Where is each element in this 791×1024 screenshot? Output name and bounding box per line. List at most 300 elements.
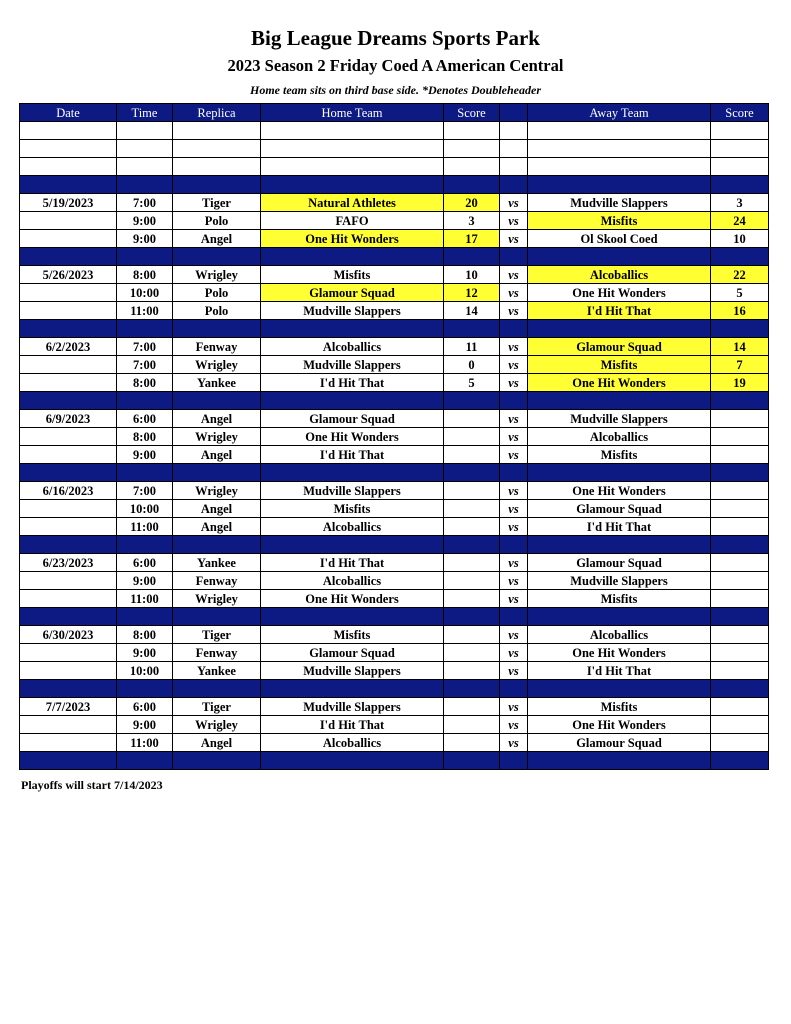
home-team: One Hit Wonders [261,590,444,608]
away-team: Misfits [528,698,711,716]
away-score [711,626,769,644]
column-header-replica: Replica [173,104,261,122]
home-score: 3 [444,212,500,230]
separator-cell [20,392,117,410]
home-team: Glamour Squad [261,284,444,302]
separator-cell [500,752,528,770]
game-replica: Wrigley [173,356,261,374]
game-row [20,302,769,320]
away-team: Glamour Squad [528,338,711,356]
home-team: Mudville Slappers [261,698,444,716]
separator-cell [117,680,173,698]
away-score [711,644,769,662]
away-score [711,662,769,680]
game-row [20,284,769,302]
blank-cell [500,158,528,176]
home-team: One Hit Wonders [261,428,444,446]
separator-cell [20,248,117,266]
separator-cell [261,320,444,338]
away-team: Mudville Slappers [528,572,711,590]
game-replica: Tiger [173,194,261,212]
blank-cell [261,122,444,140]
game-date [20,284,117,302]
game-row [20,716,769,734]
blank-cell [500,140,528,158]
separator-cell [444,176,500,194]
game-date: 6/2/2023 [20,338,117,356]
home-score [444,500,500,518]
separator-cell [528,392,711,410]
away-team: Alcoballics [528,266,711,284]
home-team: Alcoballics [261,734,444,752]
game-date [20,374,117,392]
away-team: One Hit Wonders [528,284,711,302]
away-team: I'd Hit That [528,518,711,536]
home-score [444,662,500,680]
separator-cell [173,680,261,698]
separator-cell [261,752,444,770]
home-score: 14 [444,302,500,320]
vs-label: vs [500,662,528,680]
home-team: Mudville Slappers [261,662,444,680]
blank-cell [528,122,711,140]
home-team: Mudville Slappers [261,356,444,374]
home-team: I'd Hit That [261,446,444,464]
game-time: 9:00 [117,446,173,464]
separator-cell [173,320,261,338]
game-replica: Tiger [173,698,261,716]
game-date [20,230,117,248]
separator-cell [500,608,528,626]
home-score [444,590,500,608]
column-header-home-score: Score [444,104,500,122]
game-replica: Wrigley [173,716,261,734]
game-time: 8:00 [117,428,173,446]
away-score [711,482,769,500]
game-date [20,428,117,446]
away-score [711,500,769,518]
game-date: 6/9/2023 [20,410,117,428]
game-row [20,356,769,374]
game-replica: Tiger [173,626,261,644]
game-row [20,626,769,644]
game-date [20,446,117,464]
home-score: 0 [444,356,500,374]
separator-cell [444,320,500,338]
blank-cell [117,158,173,176]
separator-cell [117,464,173,482]
game-row [20,374,769,392]
home-team: Mudville Slappers [261,302,444,320]
away-team: Misfits [528,356,711,374]
game-row [20,212,769,230]
home-score [444,446,500,464]
vs-label: vs [500,212,528,230]
home-score [444,626,500,644]
away-score [711,698,769,716]
away-score: 22 [711,266,769,284]
week-separator [20,752,769,770]
game-row [20,734,769,752]
game-replica: Wrigley [173,428,261,446]
home-team: I'd Hit That [261,374,444,392]
week-separator [20,392,769,410]
vs-label: vs [500,410,528,428]
home-score [444,734,500,752]
home-score: 5 [444,374,500,392]
separator-cell [261,536,444,554]
away-team: Misfits [528,212,711,230]
game-replica: Yankee [173,662,261,680]
game-replica: Fenway [173,572,261,590]
separator-cell [500,320,528,338]
game-replica: Wrigley [173,266,261,284]
separator-cell [711,536,769,554]
game-date [20,500,117,518]
separator-cell [173,464,261,482]
schedule-table [19,103,769,770]
game-date: 6/30/2023 [20,626,117,644]
separator-cell [444,248,500,266]
away-team: Alcoballics [528,626,711,644]
game-replica: Angel [173,446,261,464]
blank-cell [444,158,500,176]
game-date [20,518,117,536]
game-time: 8:00 [117,266,173,284]
separator-cell [444,608,500,626]
separator-cell [173,392,261,410]
blank-row [20,122,769,140]
vs-label: vs [500,302,528,320]
game-row [20,590,769,608]
blank-cell [117,122,173,140]
home-team: One Hit Wonders [261,230,444,248]
game-date [20,734,117,752]
separator-cell [173,536,261,554]
blank-cell [444,122,500,140]
game-row [20,230,769,248]
separator-cell [20,680,117,698]
home-team: FAFO [261,212,444,230]
game-date: 6/23/2023 [20,554,117,572]
game-replica: Angel [173,518,261,536]
away-score [711,734,769,752]
away-team: Misfits [528,590,711,608]
game-row [20,482,769,500]
game-replica: Polo [173,212,261,230]
blank-cell [261,158,444,176]
vs-label: vs [500,446,528,464]
away-team: Alcoballics [528,428,711,446]
away-team: I'd Hit That [528,662,711,680]
week-separator [20,176,769,194]
separator-cell [500,176,528,194]
separator-cell [528,176,711,194]
blank-cell [173,158,261,176]
blank-cell [20,122,117,140]
week-separator [20,680,769,698]
vs-label: vs [500,428,528,446]
away-score [711,428,769,446]
away-score: 14 [711,338,769,356]
game-replica: Yankee [173,554,261,572]
game-row [20,500,769,518]
blank-cell [173,122,261,140]
game-row [20,518,769,536]
away-team: One Hit Wonders [528,644,711,662]
vs-label: vs [500,590,528,608]
separator-cell [20,608,117,626]
away-team: Misfits [528,446,711,464]
home-team: Glamour Squad [261,410,444,428]
away-score: 24 [711,212,769,230]
separator-cell [117,392,173,410]
page-note: Home team sits on third base side. *Denotes Doubleheader [250,83,541,97]
separator-cell [528,320,711,338]
game-date [20,644,117,662]
vs-label: vs [500,644,528,662]
column-header-home-team: Home Team [261,104,444,122]
blank-cell [711,140,769,158]
separator-cell [711,248,769,266]
separator-cell [117,320,173,338]
away-team: Glamour Squad [528,500,711,518]
home-team: Natural Athletes [261,194,444,212]
home-score: 10 [444,266,500,284]
vs-label: vs [500,554,528,572]
vs-label: vs [500,284,528,302]
column-header-away-score: Score [711,104,769,122]
game-time: 9:00 [117,230,173,248]
away-team: One Hit Wonders [528,374,711,392]
blank-cell [711,158,769,176]
blank-row [20,158,769,176]
week-separator [20,536,769,554]
game-date: 6/16/2023 [20,482,117,500]
separator-cell [117,176,173,194]
separator-cell [117,752,173,770]
vs-label: vs [500,356,528,374]
separator-cell [528,464,711,482]
game-date: 5/19/2023 [20,194,117,212]
vs-label: vs [500,194,528,212]
game-time: 10:00 [117,284,173,302]
separator-cell [20,464,117,482]
home-score: 12 [444,284,500,302]
home-score: 20 [444,194,500,212]
game-date [20,302,117,320]
home-score [444,518,500,536]
game-time: 6:00 [117,410,173,428]
blank-cell [20,158,117,176]
home-team: Misfits [261,266,444,284]
game-time: 7:00 [117,356,173,374]
away-team: Mudville Slappers [528,410,711,428]
vs-label: vs [500,626,528,644]
away-score [711,590,769,608]
separator-cell [711,752,769,770]
vs-label: vs [500,500,528,518]
away-score: 5 [711,284,769,302]
game-date [20,212,117,230]
separator-cell [261,176,444,194]
separator-cell [528,608,711,626]
vs-label: vs [500,230,528,248]
home-team: I'd Hit That [261,716,444,734]
away-team: Glamour Squad [528,554,711,572]
away-team: Glamour Squad [528,734,711,752]
separator-cell [117,536,173,554]
blank-cell [173,140,261,158]
game-date [20,716,117,734]
away-team: One Hit Wonders [528,716,711,734]
separator-cell [711,680,769,698]
separator-cell [444,536,500,554]
home-team: Misfits [261,500,444,518]
away-score [711,518,769,536]
game-time: 10:00 [117,662,173,680]
game-time: 11:00 [117,518,173,536]
game-time: 9:00 [117,212,173,230]
separator-cell [173,608,261,626]
game-date: 5/26/2023 [20,266,117,284]
game-time: 7:00 [117,482,173,500]
vs-label: vs [500,716,528,734]
vs-label: vs [500,482,528,500]
separator-cell [500,680,528,698]
separator-cell [711,608,769,626]
game-time: 7:00 [117,194,173,212]
week-separator [20,320,769,338]
game-row [20,554,769,572]
home-team: Misfits [261,626,444,644]
game-time: 11:00 [117,734,173,752]
table-header-row [20,104,769,122]
blank-cell [444,140,500,158]
game-replica: Fenway [173,644,261,662]
game-date [20,356,117,374]
separator-cell [173,176,261,194]
column-header-away-team: Away Team [528,104,711,122]
game-replica: Polo [173,284,261,302]
home-score [444,716,500,734]
page-title: Big League Dreams Sports Park [251,26,540,50]
game-replica: Yankee [173,374,261,392]
home-score [444,572,500,590]
game-replica: Angel [173,500,261,518]
game-time: 9:00 [117,716,173,734]
game-replica: Angel [173,734,261,752]
away-score: 10 [711,230,769,248]
game-time: 11:00 [117,302,173,320]
game-row [20,338,769,356]
home-team: Alcoballics [261,572,444,590]
away-score [711,572,769,590]
game-replica: Angel [173,410,261,428]
away-team: I'd Hit That [528,302,711,320]
home-score [444,644,500,662]
separator-cell [20,176,117,194]
column-header-vs [500,104,528,122]
separator-cell [117,248,173,266]
separator-cell [261,392,444,410]
game-replica: Polo [173,302,261,320]
separator-cell [711,392,769,410]
home-team: Glamour Squad [261,644,444,662]
away-team: One Hit Wonders [528,482,711,500]
game-time: 7:00 [117,338,173,356]
page-subtitle: 2023 Season 2 Friday Coed A American Central [227,56,564,75]
away-team: Ol Skool Coed [528,230,711,248]
game-replica: Fenway [173,338,261,356]
blank-cell [711,122,769,140]
game-time: 10:00 [117,500,173,518]
game-row [20,572,769,590]
separator-cell [500,464,528,482]
separator-cell [444,464,500,482]
home-team: I'd Hit That [261,554,444,572]
blank-cell [528,140,711,158]
week-separator [20,608,769,626]
separator-cell [173,752,261,770]
vs-label: vs [500,734,528,752]
separator-cell [444,752,500,770]
game-time: 6:00 [117,554,173,572]
blank-cell [528,158,711,176]
blank-row [20,140,769,158]
separator-cell [444,680,500,698]
game-row [20,410,769,428]
away-score [711,446,769,464]
game-date [20,572,117,590]
separator-cell [528,248,711,266]
away-score [711,716,769,734]
home-score: 17 [444,230,500,248]
away-team: Mudville Slappers [528,194,711,212]
vs-label: vs [500,572,528,590]
separator-cell [528,536,711,554]
blank-cell [500,122,528,140]
vs-label: vs [500,338,528,356]
separator-cell [528,752,711,770]
game-time: 9:00 [117,644,173,662]
game-date [20,662,117,680]
away-score: 7 [711,356,769,374]
home-score [444,554,500,572]
week-separator [20,248,769,266]
separator-cell [173,248,261,266]
game-row [20,194,769,212]
home-score: 11 [444,338,500,356]
blank-cell [20,140,117,158]
separator-cell [711,464,769,482]
game-row [20,644,769,662]
game-replica: Angel [173,230,261,248]
away-score: 3 [711,194,769,212]
playoffs-note: Playoffs will start 7/14/2023 [21,778,163,792]
game-time: 8:00 [117,374,173,392]
game-row [20,266,769,284]
separator-cell [261,680,444,698]
separator-cell [261,608,444,626]
separator-cell [711,176,769,194]
vs-label: vs [500,266,528,284]
separator-cell [500,248,528,266]
blank-cell [117,140,173,158]
column-header-date: Date [20,104,117,122]
game-row [20,428,769,446]
week-separator [20,464,769,482]
